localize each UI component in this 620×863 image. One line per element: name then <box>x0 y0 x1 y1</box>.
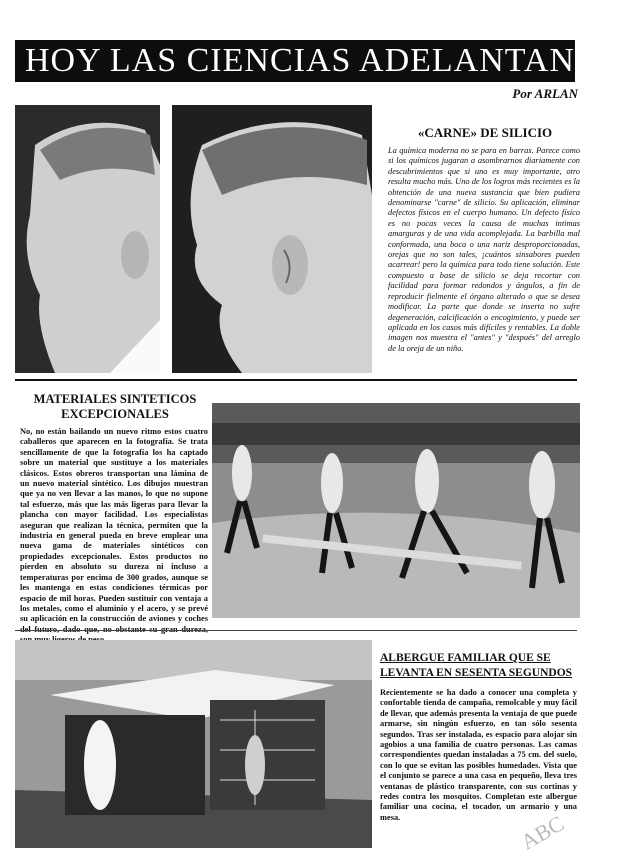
albergue-heading: ALBERGUE FAMILIAR QUE SE LEVANTA EN SESENTA SEGUNDOS <box>380 652 573 679</box>
materiales-heading: MATERIALES SINTETICOS EXCEPCIONALES <box>33 392 197 421</box>
photo-child-before <box>15 105 160 373</box>
section-divider <box>15 379 577 381</box>
photo-child-after <box>172 105 372 373</box>
photo-workers-drawing <box>212 403 580 618</box>
photo-tent <box>15 640 372 848</box>
silicio-body: La química moderna no se para en barras. Parece como si los químicos jugaran a asombrarnos diariamente con descubrimientos que si uno es muy importante, otro resulta mucho más. Uno de los logros más recientes es la obtención de una nueva sustancia que bien pudiera denominarse "carne" de silicio. Su aplicación, eliminar defectos físicos en el cuerpo humano. Un defecto físico es no pocas veces la causa de muchas intimas amarguras y de una vida acomplejada. La barbilla mal conformada, una boca o una nariz desproporcionadas, orejas que no son tales, ¡cuántos sinsabores pueden acarrear! pero la química para todo tiene solución. Este compuesto a base de silicio se deja recortar con facilidad para formar redondos y ángulos, a fin de reproducir fielmente el órgano alterado o que se desea modificar. La parte que donde se inserta no sufre degeneración, calcificación o encogimiento, y puede ser aplicada en los casos más difíciles y rentables. La doble imagen nos muestra el "antes" y "después" del arreglo de la oreja de un niño. <box>388 146 580 353</box>
photo-tent-drawing <box>15 640 372 848</box>
albergue-body: Recientemente se ha dado a conocer una completa y confortable tienda de campaña, remolcable y muy fácil de llevar, que además presenta la ventaja de que puede armarse, sin ningún esfuerzo, en tan sólo sesenta segundos. Tras ser instalada, es espacio para alojar sin agobios a una familia de cuatro personas. Las camas correspondientes quedan instaladas a 75 cm. del suelo, con lo que se evitan las posibles humedades. Vista que el conjunto se parece a una casa en pequeño, lleva tres ventanas de plástico transparente, con sus cortinas y redes contra los mosquitos. Completan este albergue familiar una cocina, el tocador, un armario y una mesa. <box>380 688 577 822</box>
photo-child-before-drawing <box>15 105 160 373</box>
watermark-abc: ABC <box>516 810 569 855</box>
silicio-heading: «CARNE» DE SILICIO <box>417 125 553 140</box>
materiales-body: No, no están bailando un nuevo ritmo estos cuatro caballeros que aparecen en la fotografía. Se trata sencillamente de que la fotografía los ha captado sobre un material que sustituye a los materiales clásicos. Estos obreros transportan una lámina de un nuevo material sintético. Los dibujos muestran que ya no ven llevar a las manos, lo que no supone tal esfuerzo, más que las más ligeras para llevar la plancha con mayor facilidad. Los especialistas aseguran que realizan la técnica, permiten que la industria en general pueda en breve emplear una nueva gama de materiales sintéticos con propiedades excepcionales. Estos productos no pierden en absoluto su dureza ni incluso a temperaturas por encima de 300 grados, aunque se les mantenga en estas condiciones térmicas por espacio de mil horas. Pueden sustituir con ventaja a los metales, como el aluminio y el acero, y se prevé su aplicación en la construcción de aviones y coches <box>20 427 208 624</box>
page-headline: HOY LAS CIENCIAS ADELANTAN... <box>15 40 575 82</box>
photo-child-after-drawing <box>172 105 372 373</box>
byline: Por ARLAN <box>512 86 578 101</box>
albergue-divider <box>15 630 577 631</box>
photo-workers <box>212 403 580 618</box>
